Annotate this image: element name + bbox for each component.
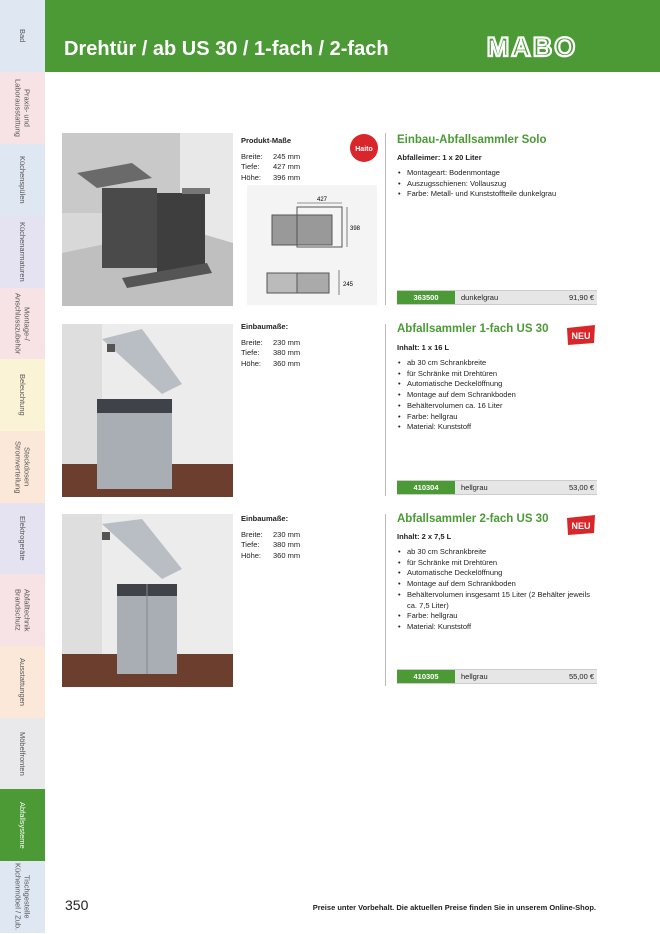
spec-key: Höhe:	[241, 358, 262, 368]
specs-table	[241, 530, 300, 562]
divider	[385, 324, 386, 496]
sidebar-tab-label: Ausstattungen	[18, 658, 27, 706]
spec-value: 360 mm	[273, 358, 301, 368]
feature-item: • Behältervolumen ca. 16 Liter	[407, 401, 602, 412]
product-image-2-fach	[62, 514, 233, 687]
sidebar-tab-label: Beleuchtung	[18, 374, 27, 416]
product-title: Abfallsammler 2-fach US 30	[397, 513, 549, 525]
sidebar-tab-label: Möbelfronten	[18, 731, 27, 776]
spec-key: Tiefe:	[241, 348, 260, 357]
sidebar-tab-label: Elektrogeräte	[18, 516, 27, 561]
color-label: hellgrau	[461, 483, 488, 492]
page-number: 350	[65, 897, 89, 913]
sidebar-tab-label: Abfallsysteme	[18, 801, 27, 849]
feature-item: • Montage auf dem Schrankboden	[407, 579, 602, 590]
feature-item: • Auszugsschienen: Vollauszug	[407, 179, 602, 190]
sidebar-tab-label: Küchenspülen	[18, 156, 27, 204]
feature-item: • Montage auf dem Schrankboden	[407, 390, 602, 401]
spec-value: 380 mm	[273, 348, 301, 357]
feature-item: • Automatische Deckelöffnung	[407, 568, 602, 579]
spec-value: 396 mm	[273, 172, 301, 182]
feature-item: • ab 30 cm Schrankbreite	[407, 358, 602, 369]
spec-key: Tiefe:	[241, 162, 260, 171]
sidebar-tab-label: Bad	[18, 29, 27, 43]
sidebar-tab[interactable]	[0, 72, 45, 145]
svg-text:NEU: NEU	[571, 331, 591, 341]
product-image-1-fach	[62, 324, 233, 497]
feature-item: • Behältervolumen insgesamt 15 Liter (2 Behälter jeweils ca. 7,5 Liter)	[407, 590, 602, 611]
product-title: Einbau-Abfallsammler Solo	[397, 134, 547, 146]
page-title: Drehtür / ab US 30 / 1-fach / 2-fach	[64, 38, 389, 60]
spec-key: Breite:	[241, 529, 263, 539]
specs-table	[241, 338, 300, 370]
article-number: 410304	[397, 481, 455, 494]
feature-item: • für Schränke mit Drehtüren	[407, 369, 602, 380]
price-bar	[397, 480, 597, 495]
sidebar-tab-label: Steckdosen Stromverteilung	[13, 440, 32, 494]
spec-key: Breite:	[241, 337, 263, 347]
sidebar-tab-label: Praxis- und Laborausstattung	[13, 79, 32, 137]
divider	[385, 514, 386, 686]
price-bar	[397, 290, 597, 305]
sidebar-tab-label: Abfalltechnik Brandschutz	[13, 588, 32, 632]
specs-label: Einbaumaße:	[241, 514, 289, 523]
article-number: 363500	[397, 291, 455, 304]
specs-block-3	[241, 514, 300, 561]
svg-text:MABO: MABO	[486, 32, 578, 62]
sidebar-tab[interactable]	[0, 861, 45, 934]
feature-item: • Automatische Deckelöffnung	[407, 379, 602, 390]
feature-item: • Material: Kunststoff	[407, 622, 602, 633]
price-value: 55,00 €	[568, 672, 594, 681]
product-subtitle: Inhalt: 2 x 7,5 L	[397, 532, 452, 541]
spec-value: 230 mm	[273, 337, 301, 347]
page-header	[45, 0, 660, 72]
sidebar-tab[interactable]	[0, 574, 45, 647]
new-badge	[566, 325, 596, 345]
feature-item: • Material: Kunststoff	[407, 422, 602, 433]
feature-item: • Montageart: Bodenmontage	[407, 168, 602, 179]
feature-item: • Farbe: hellgrau	[407, 412, 602, 423]
haito-brand-badge	[349, 133, 379, 163]
specs-block-1	[241, 136, 300, 183]
sidebar-tab[interactable]	[0, 789, 45, 862]
svg-text:427: 427	[317, 197, 328, 203]
product-image-solo	[62, 133, 233, 306]
spec-key: Höhe:	[241, 172, 262, 182]
svg-text:245: 245	[343, 282, 354, 288]
sidebar-tab[interactable]	[0, 646, 45, 719]
spec-value: 230 mm	[273, 529, 301, 539]
product-subtitle: Abfalleimer: 1 x 20 Liter	[397, 153, 482, 162]
spec-value: 427 mm	[273, 162, 301, 171]
sidebar-tab-label: Tischgestelle Küchenmöbel / Zub.	[13, 863, 32, 931]
sidebar-nav	[0, 0, 45, 933]
sidebar-tab[interactable]	[0, 144, 45, 217]
feature-item: • für Schränke mit Drehtüren	[407, 558, 602, 569]
specs-table	[241, 152, 300, 184]
svg-text:NEU: NEU	[571, 521, 591, 531]
color-label: hellgrau	[461, 672, 488, 681]
mabo-logo	[465, 32, 600, 62]
sidebar-tab[interactable]	[0, 431, 45, 504]
color-label: dunkelgrau	[461, 293, 499, 302]
spec-key: Tiefe:	[241, 540, 260, 549]
svg-text:Haito: Haito	[355, 146, 373, 153]
spec-value: 380 mm	[273, 540, 301, 549]
feature-list	[397, 358, 602, 433]
article-number: 410305	[397, 670, 455, 683]
footer-note: Preise unter Vorbehalt. Die aktuellen Preise finden Sie in unserem Online-Shop.	[312, 903, 596, 912]
feature-item: • ab 30 cm Schrankbreite	[407, 547, 602, 558]
new-badge	[566, 515, 596, 535]
spec-value: 245 mm	[273, 151, 301, 161]
divider	[385, 133, 386, 305]
product-subtitle: Inhalt: 1 x 16 L	[397, 343, 450, 352]
price-bar	[397, 669, 597, 684]
feature-list	[397, 168, 602, 200]
sidebar-tab[interactable]	[0, 288, 45, 360]
spec-value: 360 mm	[273, 550, 301, 560]
spec-key: Höhe:	[241, 550, 262, 560]
sidebar-tab[interactable]	[0, 503, 45, 575]
sidebar-tab[interactable]	[0, 216, 45, 289]
feature-item: • Farbe: Metall- und Kunststoffteile dunkelgrau	[407, 189, 602, 200]
sidebar-tab-label: Küchenarmaturen	[18, 222, 27, 282]
sidebar-tab[interactable]	[0, 359, 45, 432]
feature-list	[397, 547, 602, 633]
sidebar-tab[interactable]	[0, 0, 45, 73]
feature-item: • Farbe: hellgrau	[407, 611, 602, 622]
price-value: 53,00 €	[568, 483, 594, 492]
sidebar-tab-label: Montage-/ Anschlusszubehör	[13, 292, 32, 355]
specs-label: Einbaumaße:	[241, 322, 289, 331]
product-title: Abfallsammler 1-fach US 30	[397, 323, 549, 335]
svg-text:398: 398	[350, 226, 361, 232]
dimension-diagram	[247, 185, 377, 305]
specs-label: Produkt-Maße	[241, 136, 292, 145]
sidebar-tab[interactable]	[0, 718, 45, 790]
price-value: 91,90 €	[568, 293, 594, 302]
spec-key: Breite:	[241, 151, 263, 161]
specs-block-2	[241, 322, 300, 369]
